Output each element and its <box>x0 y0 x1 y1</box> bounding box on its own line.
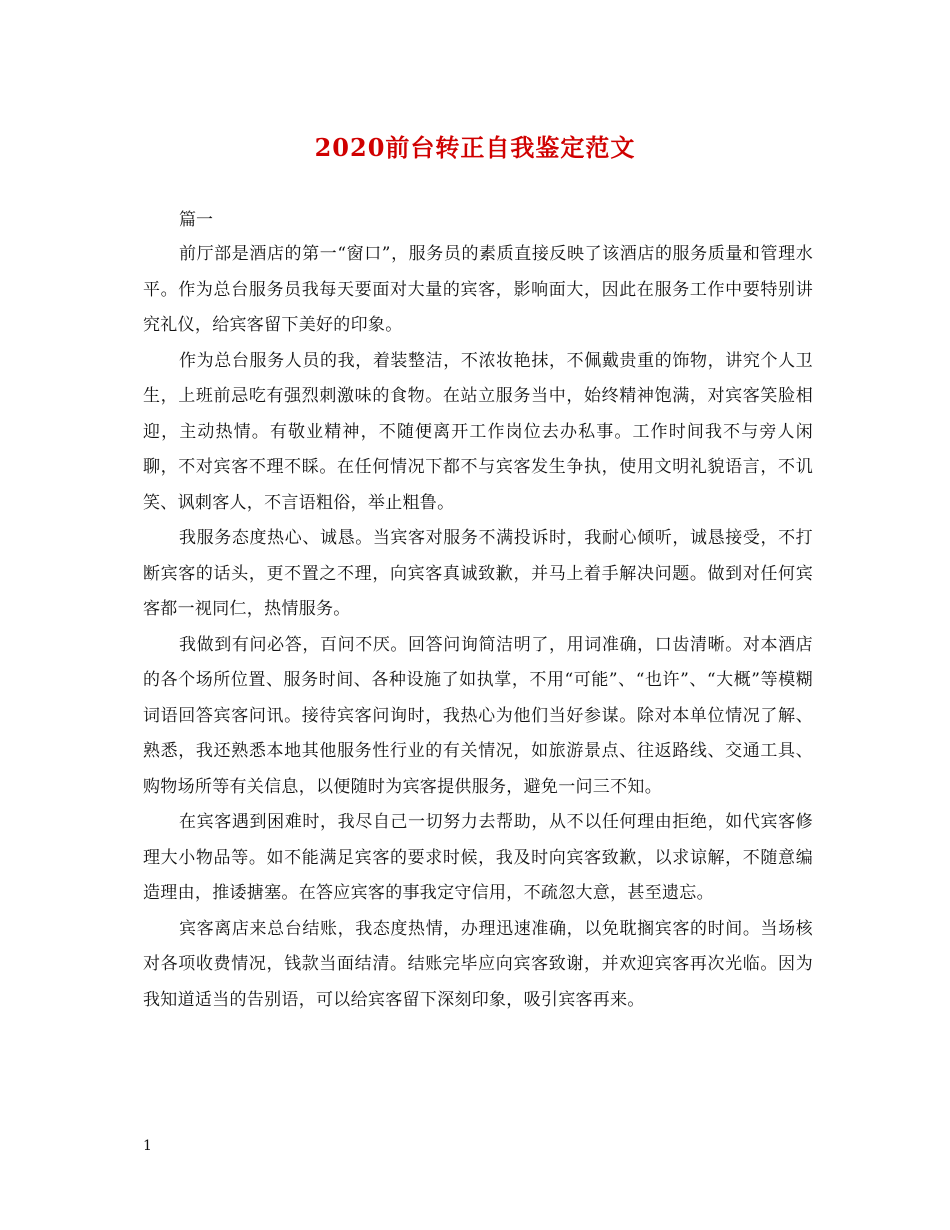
document-body <box>143 203 813 1018</box>
paragraph-1: 前厅部是酒店的第一“窗口”，服务员的素质直接反映了该酒店的服务质量和管理水平。作为总台服务员我每天要面对大量的宾客，影响面大，因此在服务工作中要特别讲究礼仪，给宾客留下美好的印象。 <box>143 244 813 335</box>
paragraph-6: 宾客离店来总台结账，我态度热情，办理迅速准确，以免耽搁宾客的时间。当场核对各项收费情况，钱款当面结清。结账完毕应向宾客致谢，并欢迎宾客再次光临。因为我知道适当的告别语，可以给宾客留下深刻印象，吸引宾客再来。 <box>143 918 813 1010</box>
document-title: 2020前台转正自我鉴定范文 <box>314 133 636 162</box>
section-label: 篇一 <box>179 210 213 230</box>
page-number: 1 <box>143 1138 152 1154</box>
paragraph-3: 我服务态度热心、诚恳。当宾客对服务不满投诉时，我耐心倾听，诚恳接受，不打断宾客的话头，更不置之不理，向宾客真诚致歉，并马上着手解决问题。做到对任何宾客都一视同仁，热情服务。 <box>143 528 813 619</box>
paragraph-4: 我做到有问必答，百问不厌。回答问询简洁明了，用词准确，口齿清晰。对本酒店的各个场所位置、服务时间、各种设施了如执掌，不用“可能”、“也许”、“大概”等模糊词语回答宾客问讯。接待宾客问询时，我热心为他们当好参谋。除对本单位情况了解、熟悉，我还熟悉本地其他服务性行业的有关情况，如旅游景点、往返路线、交通工具、购物场所等有关信息，以便随时为宾客提供服务，避免一问三不知。 <box>143 634 813 797</box>
paragraph-2: 作为总台服务人员的我，着装整洁，不浓妆艳抹，不佩戴贵重的饰物，讲究个人卫生，上班前忌吃有强烈刺激味的食物。在站立服务当中，始终精神饱满，对宾客笑脸相迎，主动热情。有敬业精神，不随便离开工作岗位去办私事。工作时间我不与旁人闲聊，不对宾客不理不睬。在任何情况下都不与宾客发生争执，使用文明礼貌语言，不讥笑、讽刺客人，不言语粗俗，举止粗鲁。 <box>143 350 813 513</box>
paragraph-5: 在宾客遇到困难时，我尽自己一切努力去帮助，从不以任何理由拒绝，如代宾客修理大小物品等。如不能满足宾客的要求时候，我及时向宾客致歉，以求谅解，不随意编造理由，推诿搪塞。在答应宾客的事我定守信用，不疏忽大意，甚至遗忘。 <box>143 812 813 903</box>
